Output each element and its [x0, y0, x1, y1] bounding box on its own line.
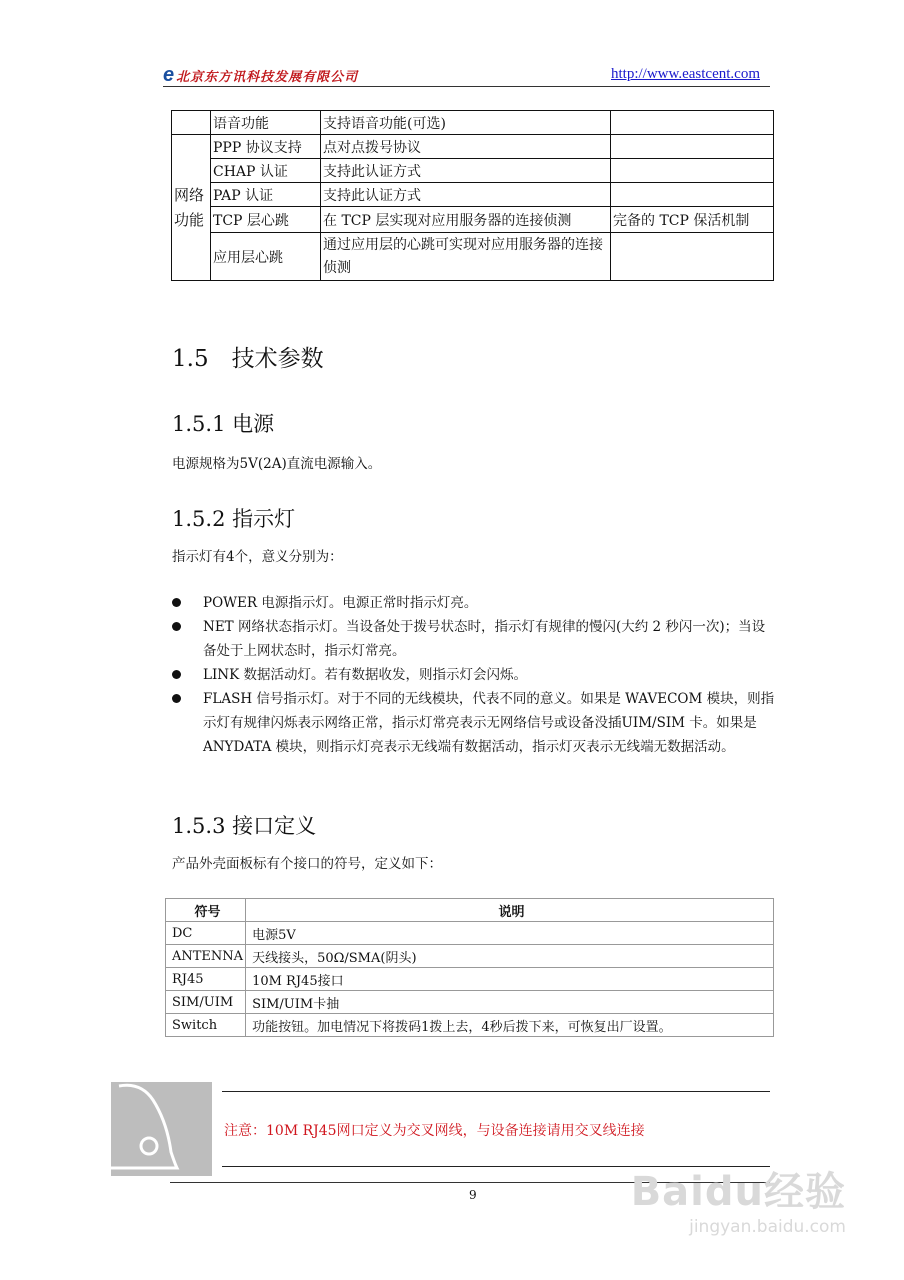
feature-name: TCP 层心跳: [211, 207, 321, 233]
section-heading: 1.5.1 电源: [172, 412, 275, 436]
indicator-list: [172, 591, 777, 759]
cell-symbol: RJ45: [166, 968, 246, 991]
feature-name: PPP 协议支持: [211, 135, 321, 159]
feature-desc: 支持语音功能(可选): [321, 111, 611, 135]
list-item-text: FLASH 信号指示灯。对于不同的无线模块，代表不同的意义。如果是 WAVECOM 模块，则指示灯有规律闪烁表示网络正常，指示灯常亮表示无网络信号或设备没插UIM/SIM 卡。如果是 ANYDATA 模块，则指示灯亮表示无线端有数据活动，指示灯灭表示无线端无数据活动。: [203, 691, 775, 755]
feature-note: [611, 233, 774, 281]
feature-note: [611, 159, 774, 183]
bell-icon: [111, 1082, 212, 1176]
cell-desc: 电源5V: [246, 922, 774, 945]
feature-desc: 通过应用层的心跳可实现对应用服务器的连接侦测: [321, 233, 611, 281]
list-item-text: NET 网络状态指示灯。当设备处于拨号状态时，指示灯有规律的慢闪(大约 2 秒闪一次)；当设备处于上网状态时，指示灯常亮。: [203, 619, 766, 659]
paragraph: 电源规格为5V(2A)直流电源输入。: [172, 456, 382, 472]
feature-name: 语音功能: [211, 111, 321, 135]
bullet-icon: [172, 622, 181, 631]
list-item: [172, 591, 777, 615]
website-link[interactable]: http://www.eastcent.com: [611, 66, 760, 82]
list-item: [172, 615, 777, 663]
table-row: [166, 1014, 774, 1037]
table-row: [172, 135, 774, 159]
company-name: 北京东方讯科技发展有限公司: [176, 70, 359, 85]
note-divider-top: [222, 1091, 770, 1092]
cell-symbol: SIM/UIM: [166, 991, 246, 1014]
table-row: [172, 233, 774, 281]
list-item-text: POWER 电源指示灯。电源正常时指示灯亮。: [203, 595, 478, 611]
table-row: [172, 207, 774, 233]
column-header: 说明: [246, 899, 774, 922]
cell-desc: 10M RJ45接口: [246, 968, 774, 991]
column-header: 符号: [166, 899, 246, 922]
page-number: 9: [469, 1188, 477, 1202]
feature-note: [611, 111, 774, 135]
cell-symbol: Switch: [166, 1014, 246, 1037]
table-row: [166, 991, 774, 1014]
bullet-icon: [172, 598, 181, 607]
feature-desc: 支持此认证方式: [321, 183, 611, 207]
cell-symbol: DC: [166, 922, 246, 945]
cell-desc: 天线接头，50Ω/SMA(阴头): [246, 945, 774, 968]
table-row: [166, 945, 774, 968]
cell-symbol: ANTENNA: [166, 945, 246, 968]
feature-name: 应用层心跳: [211, 233, 321, 281]
paragraph: 指示灯有4个，意义分别为：: [172, 549, 343, 565]
feature-desc: 点对点拨号协议: [321, 135, 611, 159]
features-table: [171, 110, 774, 281]
group-label: 网络功能: [172, 135, 211, 281]
list-item: [172, 687, 777, 759]
logo-icon: e: [163, 64, 175, 86]
feature-name: CHAP 认证: [211, 159, 321, 183]
table-row: [172, 183, 774, 207]
interface-table: [165, 898, 774, 1037]
bullet-icon: [172, 694, 181, 703]
watermark-brand: Baidu经验: [630, 1169, 846, 1215]
feature-desc: 在 TCP 层实现对应用服务器的连接侦测: [321, 207, 611, 233]
baidu-watermark: [631, 1160, 846, 1237]
header-divider: [163, 86, 770, 87]
feature-note: 完备的 TCP 保活机制: [611, 207, 774, 233]
table-row: [172, 111, 774, 135]
table-header-row: [166, 899, 774, 922]
feature-note: [611, 135, 774, 159]
company-logo: [163, 64, 358, 87]
watermark-url: jingyan.baidu.com: [689, 1217, 846, 1237]
table-row: [166, 922, 774, 945]
warning-note: 注意：10M RJ45网口定义为交叉网线，与设备连接请用交叉线连接: [224, 1123, 645, 1139]
section-heading: 1.5.3 接口定义: [172, 814, 317, 838]
list-item: [172, 663, 777, 687]
bullet-icon: [172, 670, 181, 679]
cell-desc: 功能按钮。加电情况下将拨码1拨上去，4秒后拨下来，可恢复出厂设置。: [246, 1014, 774, 1037]
list-item-text: LINK 数据活动灯。若有数据收发，则指示灯会闪烁。: [203, 667, 527, 683]
feature-name: PAP 认证: [211, 183, 321, 207]
table-row: [172, 159, 774, 183]
feature-note: [611, 183, 774, 207]
paragraph: 产品外壳面板标有个接口的符号，定义如下：: [172, 856, 442, 872]
section-heading: 1.5.2 指示灯: [172, 507, 296, 531]
table-row: [166, 968, 774, 991]
section-heading: 1.5 技术参数: [172, 346, 324, 372]
feature-desc: 支持此认证方式: [321, 159, 611, 183]
cell-desc: SIM/UIM卡抽: [246, 991, 774, 1014]
